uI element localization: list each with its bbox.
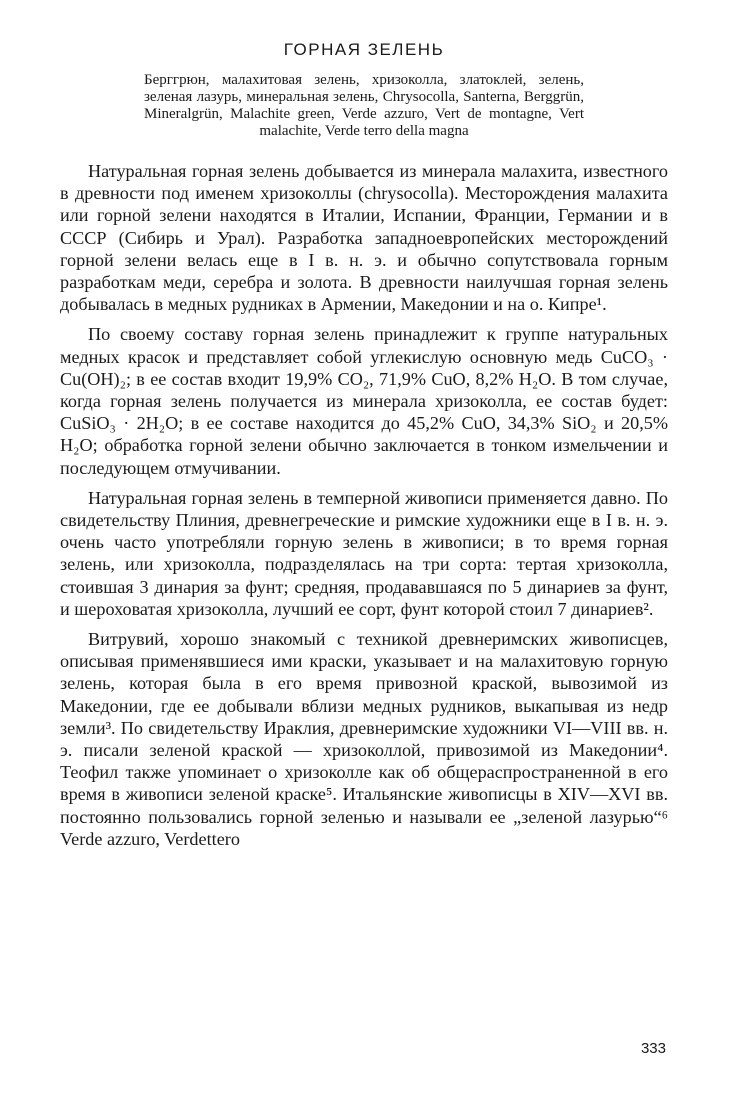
- page-content: [60, 40, 668, 858]
- paragraph-composition: По своему составу горная зелень принадлежит к группе натуральных медных красок и представляет собой углекислую основную медь CuCO₃ · Cu(OH)₂; в ее состав входит 19,9% CO₂, 71,9% CuO, 8,2% H₂O. В том случае, когда горная зелень получается из минерала хризоколла, ее состав будет: CuSiO₃ · 2H₂O; в ее составе находится до 45,2% CuO, 34,3% SiO₂ и 20,5% H₂O; обработка горной зелени обычно заключается в тонком измельчении и последующем отмучивании.: [60, 324, 668, 478]
- paragraph-history-pliny: Натуральная горная зелень в темперной живописи применяется давно. По свидетельству Плиния, древнегреческие и римские художники еще в I в. н. э. очень часто употребляли горную зелень в живописи; в то время горная зелень, или хризоколла, подразделялась на три сорта: тертая хризоколла, стоившая 3 динария за фунт; средняя, продававшаяся по 5 динариев за фунт, и шероховатая хризоколла, лучший ее сорт, фунт которой стоил 7 динариев².: [60, 487, 668, 619]
- paragraph-origin: Натуральная горная зелень добывается из минерала малахита, известного в древности под именем хризоколлы (chrysocolla). Месторождения малахита или горной зелени находятся в Италии, Испании, Франции, Германии и в СССР (Сибирь и Урал). Разработка западноевропейских месторождений горной зелени велась еще в I в. н. э. и обычно сопутствовала горным разработкам меди, серебра и золота. В древности наилучшая горная зелень добывалась в медных рудниках в Армении, Македонии и на о. Кипре¹.: [60, 161, 668, 315]
- page-number: 333: [640, 1040, 666, 1057]
- page-title: ГОРНАЯ ЗЕЛЕНЬ: [283, 40, 445, 59]
- paragraph-history-vitruvius: Витрувий, хорошо знакомый с техникой древнеримских живописцев, описывая применявшиеся ими краски, указывает и на малахитовую горную зелень, которая была в его время привозной краской, вывозимой из Македонии, где ее добывали вблизи медных рудников, выкапывая из недр земли³. По свидетельству Ираклия, древнеримские художники VI—VIII вв. н. э. писали зеленой краской — хризоколлой, привозимой из Македонии⁴. Теофил также упоминает о хризоколле как об общераспространенной в его время в живописи зеленой краске⁵. Итальянские живописцы в XIV—XVI вв. постоянно пользовались горной зеленью и называли ее „зеленой лазурью“⁶ Verde azzuro, Verdettero: [60, 629, 668, 849]
- synonyms-block: Берггрюн, малахитовая зелень, хризоколла, златоклей, зелень, зеленая лазурь, минеральная зелень, Chrysocolla, Santerna, Berggrün, Mineralgrün, Malachite green, Verde azzuro, Vert de montagne, Vert malachite, Verde terro della magna: [144, 72, 584, 139]
